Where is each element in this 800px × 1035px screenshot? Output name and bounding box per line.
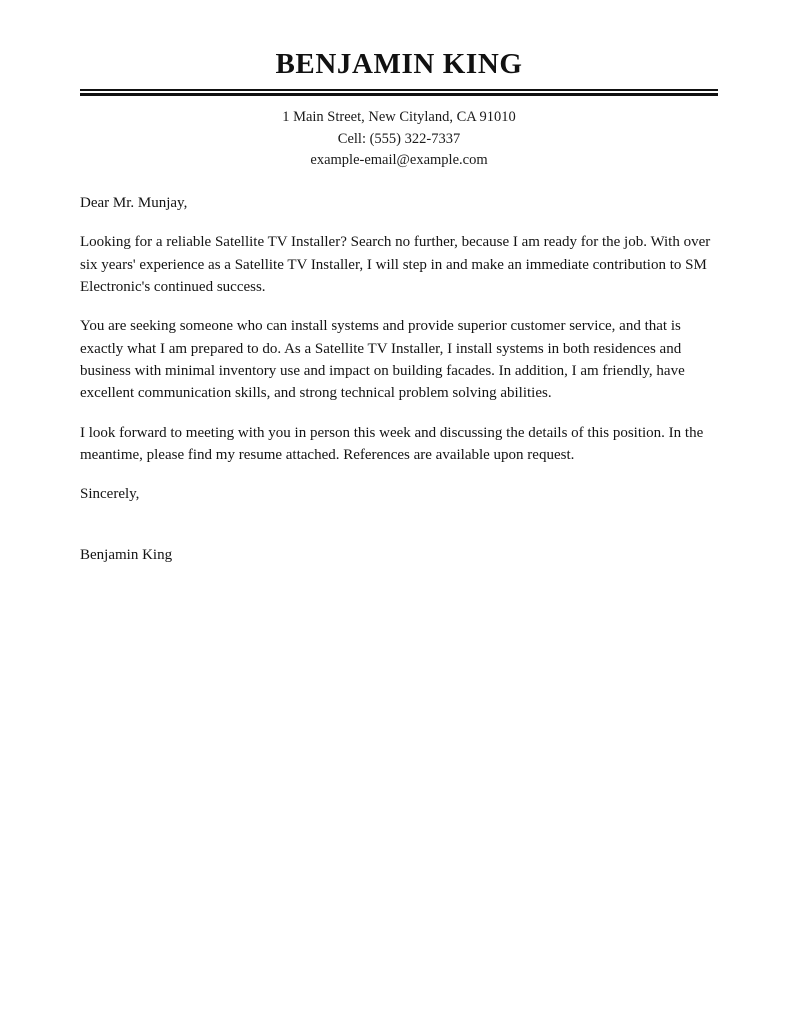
divider-line-thick <box>80 93 718 96</box>
cover-letter-content <box>80 48 718 566</box>
contact-phone: Cell: (555) 322-7337 <box>337 130 461 147</box>
body-paragraph-1: Looking for a reliable Satellite TV Installer? Search no further, because I am ready for the job. With over six years' experience as a Satellite TV Installer, I will step in and make an immediate contribution to SM Electronic's continued success. <box>80 234 711 295</box>
contact-details <box>80 107 718 170</box>
salutation: Dear Mr. Munjay, <box>80 194 188 211</box>
closing-salutation: Sincerely, <box>80 486 140 503</box>
body-paragraph-3: I look forward to meeting with you in person this week and discussing the details of this position. In the meantime, please find my resume attached. References are available upon request. <box>80 424 704 464</box>
body-paragraph-2: You are seeking someone who can install systems and provide superior customer service, and that is exactly what I am prepared to do. As a Satellite TV Installer, I install systems in both residences and business with minimal inventory use and impact on building facades. In addition, I am friendly, have excellent communication skills, and strong technical problem solving abilities. <box>80 318 685 402</box>
contact-email: example-email@example.com <box>310 151 488 168</box>
signature-space <box>80 506 718 544</box>
letter-body <box>80 192 718 566</box>
applicant-name-heading: BENJAMIN KING <box>275 48 523 80</box>
header-divider <box>80 89 718 96</box>
letterhead <box>80 48 718 171</box>
contact-address: 1 Main Street, New Cityland, CA 91010 <box>282 109 516 126</box>
signature-name: Benjamin King <box>80 546 173 563</box>
